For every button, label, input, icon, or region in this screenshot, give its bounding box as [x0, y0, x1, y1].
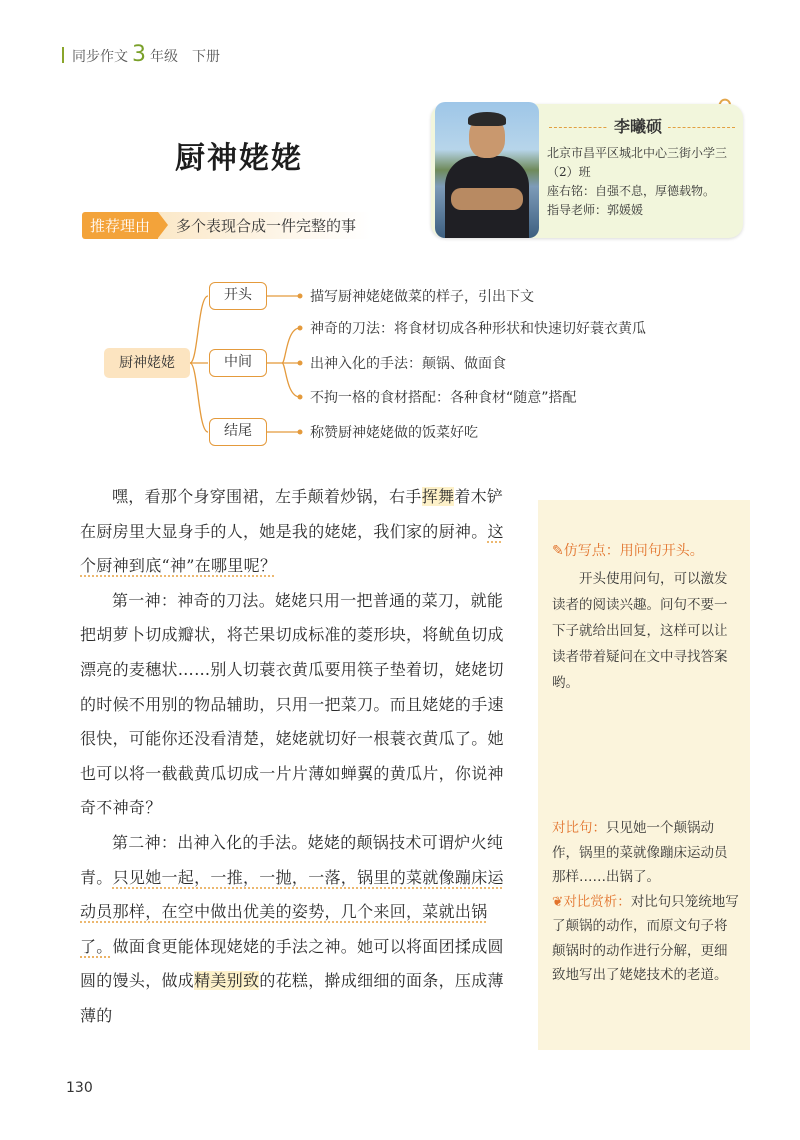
contrast-label: 对比句：: [552, 820, 606, 836]
side-note-1-text: 开头使用问句，可以激发读者的阅读兴趣。问句不要一下子就给出回复，这样可以让读者带着疑问在文中寻找答案哟。: [552, 571, 728, 691]
author-teacher: 指导老师：郭媛媛: [547, 203, 644, 217]
paragraph-1: [80, 480, 510, 584]
article-body: [80, 480, 510, 1034]
paragraph-3: [80, 826, 510, 1034]
p3-highlight: 精美别致: [194, 971, 260, 991]
analysis-text: 对比句只笼统地写了颠锅的动作，而原文句子将颠锅时的动作进行分解，更细致地写出了姥姥技术的老道。: [552, 893, 739, 983]
author-card: [431, 104, 743, 238]
mind-map-leaf: 不拘一格的食材搭配：各种食材“随意”搭配: [310, 390, 577, 406]
pencil-icon: ✎: [552, 543, 564, 559]
mind-map: [100, 280, 720, 452]
p3-text-a: 第二神：出神入化的手法。姥姥的颠锅技术可谓炉火纯青。: [80, 832, 504, 887]
header-volume: 下册: [192, 49, 220, 65]
p1-text-a: 嘿，看那个身穿围裙，左手颠着炒锅，右手: [112, 487, 422, 506]
leaf-line-4: [282, 363, 300, 397]
mind-map-root: 厨神姥姥: [104, 348, 190, 378]
side-note-contrast: [538, 800, 750, 1050]
side-note-2-contrast: [552, 816, 740, 890]
contrast-text: 只见她一个颠锅动作，锅里的菜就像蹦床运动员那样……出锅了。: [552, 820, 728, 885]
mind-map-node-middle: 中间: [209, 349, 267, 377]
header-grade-word: 年级: [150, 49, 178, 65]
author-info: [547, 144, 737, 220]
author-name: [543, 114, 733, 137]
side-note-1-heading: [552, 540, 740, 560]
p1-question: 这个厨神到底“神”在哪里呢？: [80, 521, 504, 576]
mind-map-leaf: 神奇的刀法：将食材切成各种形状和快速切好蓑衣黄瓜: [310, 321, 646, 337]
header-grade-number: 3: [132, 42, 146, 67]
author-motto: 座右铭：自强不息，厚德载物。: [547, 184, 716, 198]
mind-map-leaf: 描写厨神姥姥做菜的样子，引出下文: [310, 289, 534, 305]
article-title: 厨神姥姥: [175, 141, 303, 176]
photo-arms: [451, 188, 523, 210]
mind-map-node-start: 开头: [209, 282, 267, 310]
recommend-banner: [82, 212, 370, 239]
header-bar: [62, 47, 64, 63]
analysis-label: 对比赏析：: [563, 893, 631, 910]
page-number: 130: [66, 1080, 93, 1096]
p3-text-b: 做面食更能体现姥姥的手法之神。她可以将面团揉成圆圆的馒头，做成: [80, 936, 504, 991]
author-name-text: 李曦硕: [608, 117, 668, 136]
p3-text-c: 的花糕，擀成细细的面条，压成薄薄的: [80, 971, 504, 1025]
author-photo: [435, 102, 539, 238]
side-note-1-heading-text: 仿写点：用问句开头。: [563, 543, 704, 559]
paragraph-2: 第一神：神奇的刀法。姥姥只用一把普通的菜刀，就能把胡萝卜切成瓣状，将芒果切成标准的菱形块，将鱿鱼切成漂亮的麦穗状……别人切蓑衣黄瓜要用筷子垫着切，姥姥切的时候不用别的物品辅助，只用一把菜刀。而且姥姥的手速很快，可能你还没看清楚，姥姥就切好一根蓑衣黄瓜了。她也可以将一截截黄瓜切成一片片薄如蝉翼的黄瓜片，你说神奇不神奇？: [80, 590, 504, 818]
running-header: [62, 42, 220, 68]
author-school: 北京市昌平区城北中心三街小学三（2）班: [547, 146, 728, 179]
p3-underlined: 只见她一起，一推，一抛，一落，锅里的菜就像蹦床运动员那样，在空中做出优美的姿势，几个来回，菜就出锅了。: [80, 867, 504, 956]
branch-line-start: [190, 296, 208, 363]
recommend-reason: 多个表现合成一件完整的事: [158, 212, 370, 239]
mind-map-leaf: 出神入化的手法：颠锅、做面食: [310, 356, 506, 372]
recommend-tag: 推荐理由: [82, 212, 158, 239]
photo-hair: [468, 112, 506, 126]
side-note-2-analysis: [552, 890, 740, 988]
branch-line-end: [190, 363, 208, 432]
side-note-imitation: [538, 500, 750, 800]
p1-text-b: 着木铲在厨房里大显身手的人，她是我的姥姥，我们家的厨神。: [80, 487, 504, 541]
mind-map-leaf: 称赞厨神姥姥做的饭菜好吃: [310, 425, 478, 441]
mind-map-node-end: 结尾: [209, 418, 267, 446]
header-series: 同步作文: [72, 49, 128, 65]
leaf-line-2: [282, 328, 300, 363]
p1-highlight: 挥舞: [421, 487, 455, 506]
sprout-icon: ❦: [552, 893, 564, 910]
